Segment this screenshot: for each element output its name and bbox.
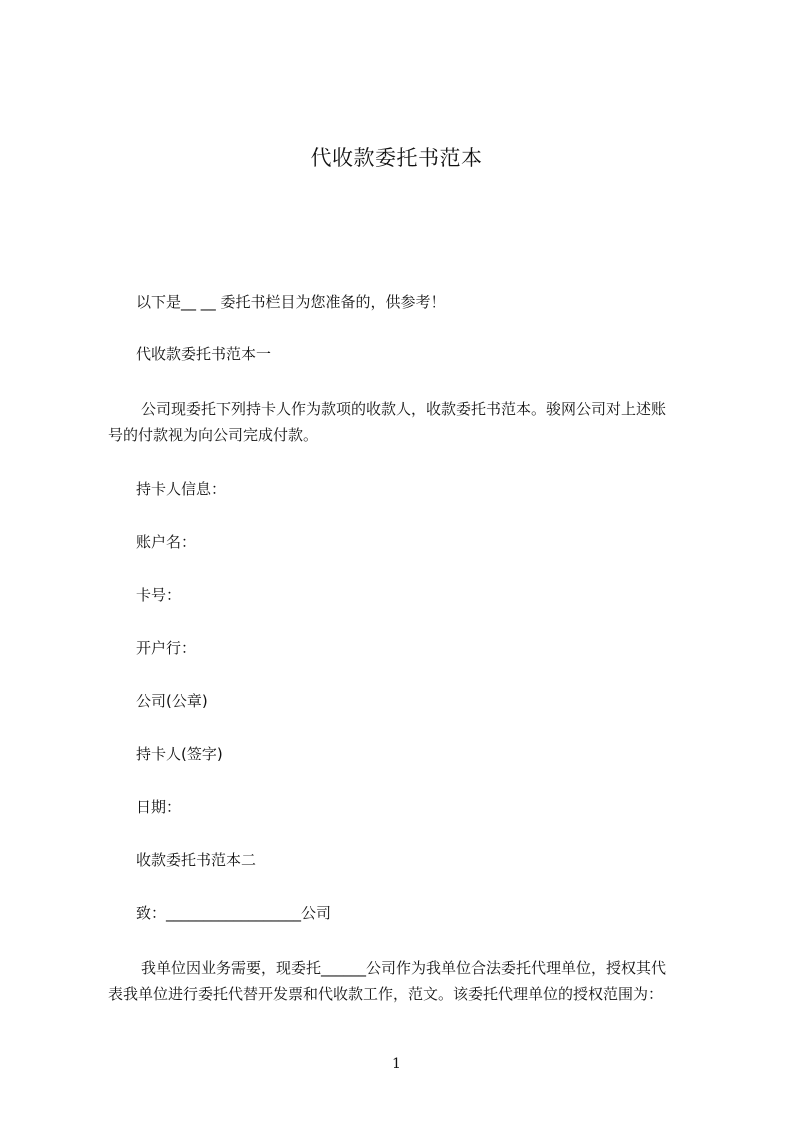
section1-body-line2: 号的付款视为向公司完成付款。	[108, 426, 319, 444]
section2-body-line1: 我单位因业务需要，现委托______公司作为我单位合法委托代理单位，授权其代	[141, 959, 667, 977]
section1-body-line1: 公司现委托下列持卡人作为款项的收款人，收款委托书范本。骏网公司对上述账	[141, 400, 667, 418]
section1-heading: 代收款委托书范本一	[136, 345, 272, 363]
section2-heading: 收款委托书范本二	[136, 851, 257, 869]
to-line: 致：__________________公司	[136, 904, 332, 922]
page-number: 1	[392, 1056, 401, 1072]
cardholder-sign-label: 持卡人(签字)	[136, 745, 223, 763]
date-label: 日期：	[136, 798, 182, 816]
card-number-label: 卡号：	[136, 586, 182, 604]
section2-body-line2: 表我单位进行委托代替开发票和代收款工作，范文。该委托代理单位的授权范围为：	[108, 985, 664, 1003]
intro-paragraph: 以下是__ __ 委托书栏目为您准备的，供参考！	[136, 293, 446, 311]
company-seal-label: 公司(公章)	[136, 692, 208, 710]
cardholder-info-label: 持卡人信息：	[136, 480, 227, 498]
account-name-label: 账户名：	[136, 533, 197, 551]
bank-label: 开户行：	[136, 639, 197, 657]
document-title: 代收款委托书范本	[310, 146, 483, 170]
